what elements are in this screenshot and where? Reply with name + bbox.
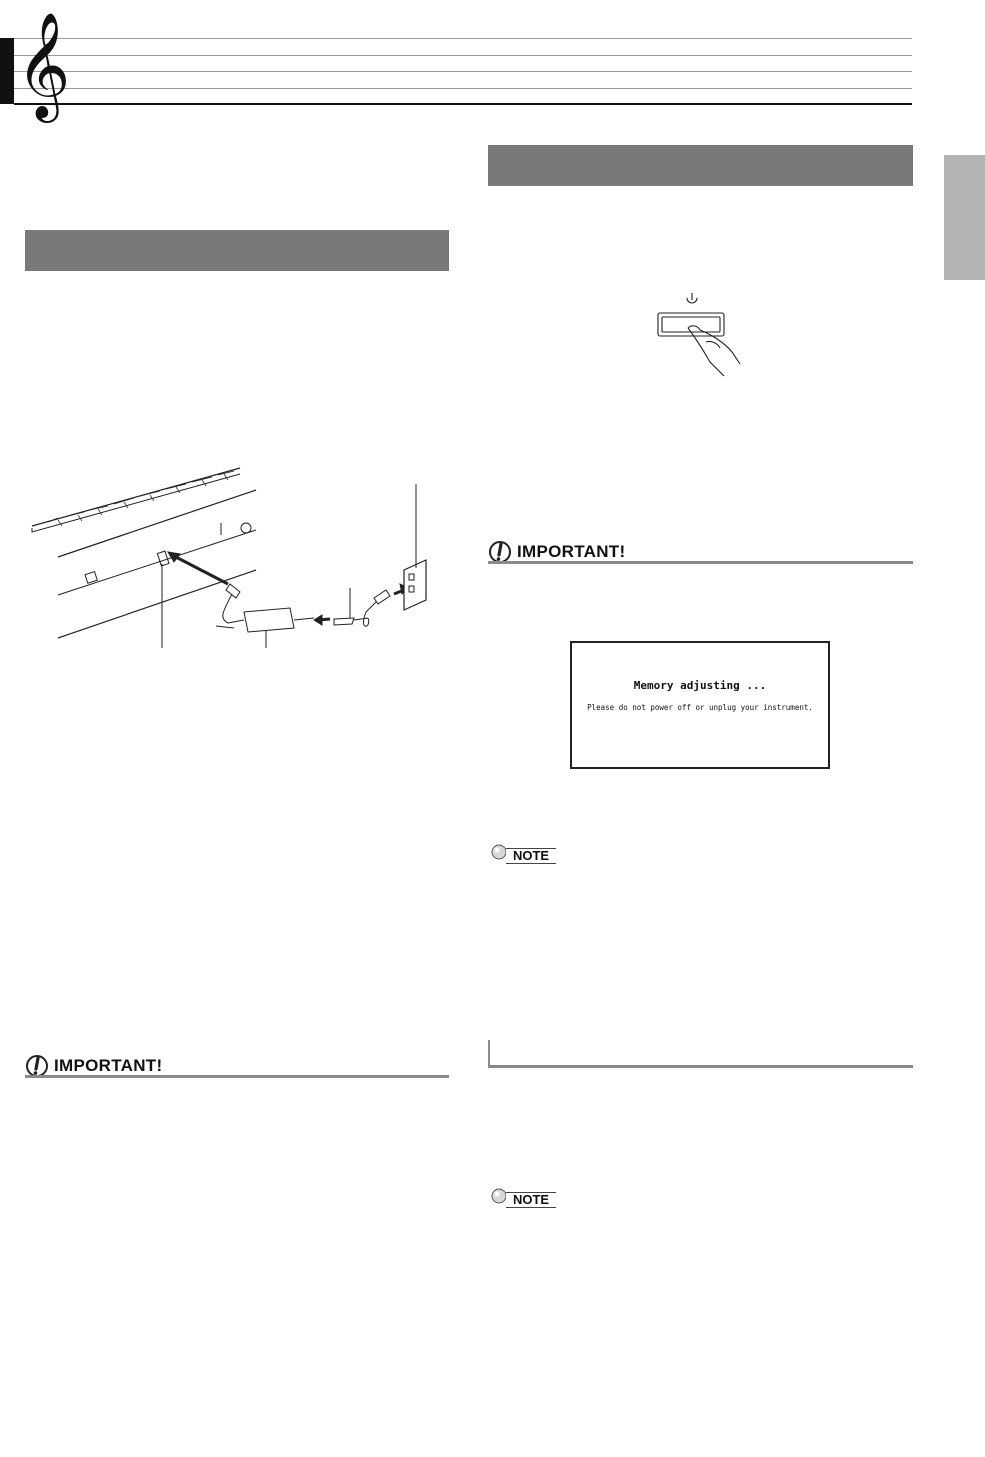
note-heading: [488, 1187, 558, 1209]
note-label: NOTE: [506, 1192, 556, 1208]
important-label: IMPORTANT!: [54, 1056, 163, 1075]
staff-line: [14, 55, 912, 56]
staff-line: [14, 88, 912, 89]
important-label: IMPORTANT!: [517, 542, 626, 561]
header-black-tab: [0, 38, 14, 104]
display-body: Please do not power off or unplug your instrument.: [587, 703, 813, 712]
treble-clef-icon: 𝄞: [16, 11, 71, 118]
staff-line-bottom: [14, 103, 912, 105]
important-rule: [25, 1075, 449, 1078]
power-button-illustration: [650, 290, 750, 380]
section-heading-bar-right: [488, 145, 913, 186]
display-title: Memory adjusting ...: [633, 679, 767, 692]
side-index-tab: [944, 155, 985, 280]
section-heading-bar-left: [25, 230, 449, 271]
subsection-heading-frame: [488, 1040, 913, 1068]
important-rule: [488, 561, 913, 564]
note-heading: [488, 843, 558, 865]
note-label: NOTE: [506, 848, 556, 864]
staff-line: [14, 71, 912, 72]
adaptor-connection-illustration: [28, 460, 448, 650]
staff-line: [14, 38, 912, 39]
display-message-box: [570, 641, 830, 769]
